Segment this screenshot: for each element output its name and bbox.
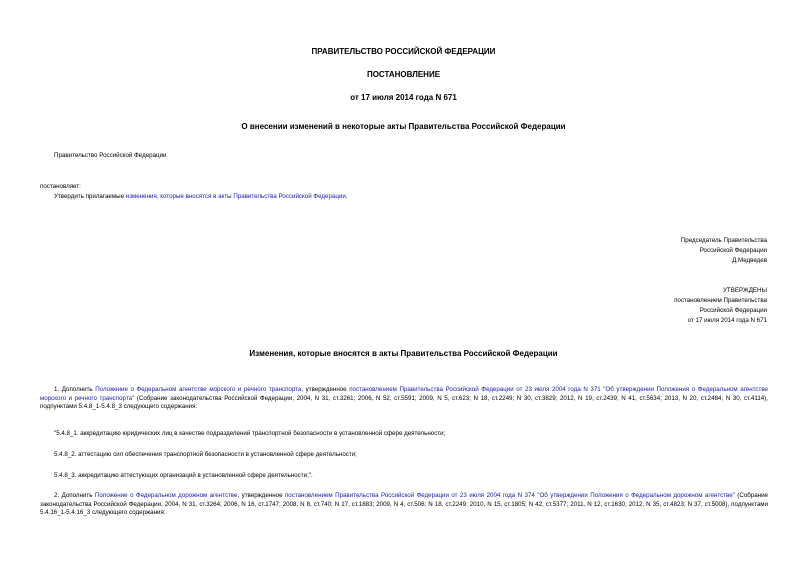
changes-link[interactable]: изменения, которые вносятся в акты Правительства Российской Федерации xyxy=(125,193,346,200)
document-title: О внесении изменений в некоторые акты Правительства Российской Федерации xyxy=(241,122,566,131)
signature-name: Д.Медведев xyxy=(732,257,767,264)
signature-country: Российской Федерации xyxy=(699,247,767,254)
subitem-5-4-8-3: 5.4.8_3. аккредитацию аттестующих организаций в установленной сфере деятельности;". xyxy=(54,472,313,479)
document-type: ПОСТАНОВЛЕНИЕ xyxy=(366,70,441,79)
subitem-5-4-8-1: "5.4.8_1. аккредитацию юридических лиц в качестве подразделений транспортной безопасности в установленной сфере деятельности; xyxy=(54,430,446,437)
item-2 xyxy=(40,492,768,518)
government-heading: ПРАВИТЕЛЬСТВО РОССИЙСКОЙ ФЕДЕРАЦИИ xyxy=(311,47,496,56)
approved-by: постановлением Правительства xyxy=(674,297,767,304)
approve-prefix: Утвердить прилагаемые xyxy=(54,193,126,200)
approve-paragraph xyxy=(54,193,348,201)
approved-date: от 17 июля 2014 года N 671 xyxy=(687,317,767,324)
regulation-link-2[interactable]: Положение о Федеральном дорожном агентстве xyxy=(94,492,238,499)
subitem-5-4-8-2: 5.4.8_2. аттестацию сил обеспечения транспортной безопасности в установленной сфере деятельности; xyxy=(54,451,357,458)
issuer: Правительство Российской Федерации xyxy=(54,152,167,159)
item-1-rest: (Собрание законодательства Российской Федерации, 2004, N 31, ст.3261; 2006, N 52, ст.5591; 2009, N 5, ст.623; N 18, ст.2249; N 30, ст.3829; 2012, N 19, ст.2439; N 41, ст.5634; 2013, N 20, ст.2484; N 30, ст.4114), подпунктами 5.4.8_1-5.4.8_3 следующего содержания: xyxy=(40,394,768,411)
document-date: от 17 июля 2014 года N 671 xyxy=(350,93,457,102)
signature-block xyxy=(681,236,767,266)
item-1-prefix: 1. Дополнить xyxy=(54,386,96,393)
changes-title: Изменения, которые вносятся в акты Правительства Российской Федерации xyxy=(249,349,558,358)
signature-position: Председатель Правительства xyxy=(680,237,767,244)
resolves-text: постановляет: xyxy=(40,183,81,190)
approved-block xyxy=(674,286,767,326)
resolution-link-1[interactable]: постановлением Правительства Российской Федерации от 23 июля 2004 года N 371 "Об утверждении Положения о Федеральном агентстве морского и речного транспорта" xyxy=(40,386,768,402)
item-1 xyxy=(40,386,768,412)
regulation-link-1[interactable]: Положение о Федеральном агентстве морского и речного транспорта xyxy=(95,386,302,393)
approve-suffix: . xyxy=(345,193,348,200)
approved-country: Российской Федерации xyxy=(699,307,767,314)
resolution-link-2[interactable]: постановлением Правительства Российской Федерации от 23 июля 2004 года N 374 "Об утверждении Положения о Федеральном дорожном агентстве" xyxy=(284,492,735,499)
item-1-mid: , утвержденное xyxy=(301,386,350,393)
item-2-rest: (Собрание законодательства Российской Федерации, 2004, N 31, ст.3264; 2006, N 16, ст.1747; 2008, N 8, ст.740; N 17, ст.1883; 2009, N 4, ст.506; N 18, ст.2249; 2010, N 15, ст.1805; N 42, ст.5377; 2011, N 12, ст.1630; 2012, N 35, ст.4823; N 37, ст.5008), подпунктами 5.4.16_1-5.4.16_3 следующего содержания: xyxy=(40,492,769,517)
approved-label: УТВЕРЖДЕНЫ xyxy=(723,287,767,294)
item-2-mid: , утвержденное xyxy=(237,492,285,499)
item-2-prefix: 2. Дополнить xyxy=(54,492,95,499)
